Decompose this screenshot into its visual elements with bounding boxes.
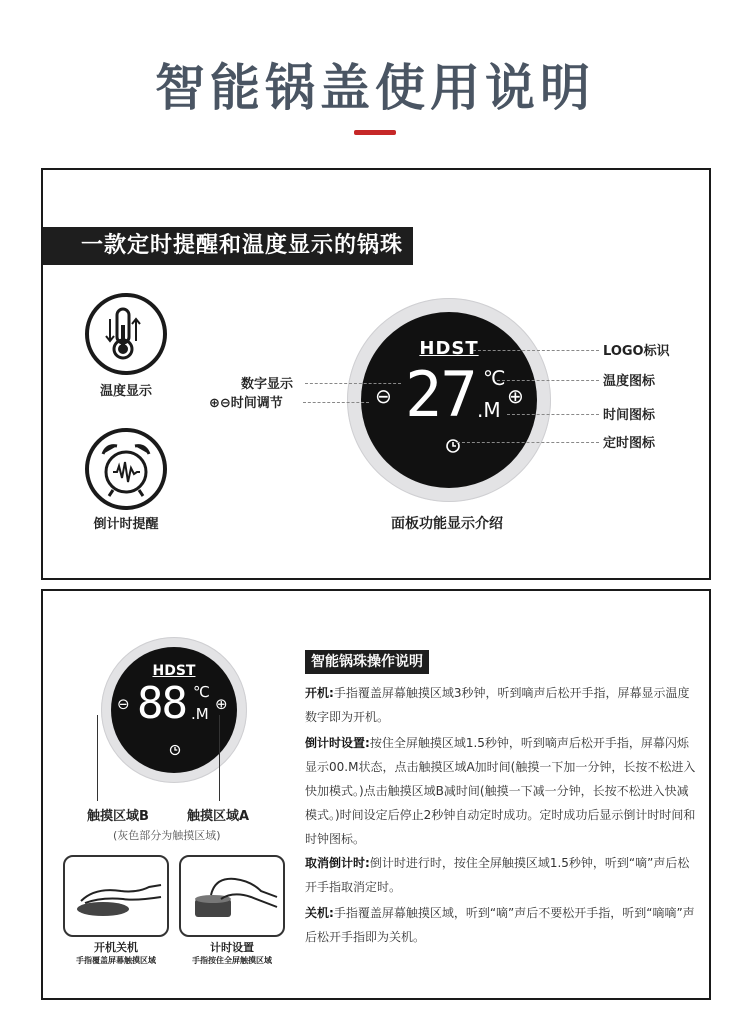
op-head: 倒计时设置: (305, 736, 370, 750)
touch-zone-a-label: 触摸区域A (187, 809, 250, 824)
op-power-off (305, 901, 697, 949)
op-body: 按住全屏触摸区域1.5秒钟，听到嘀声后松开手指，屏幕闪烁显示00.M状态，点击触摸区域A加时间(触摸一下加一分钟，长按不松进入快加模式。)点击触摸区域B减时间(触摸一下减一分钟，长按不松进入快减模式。)时间设定后停止2秒钟自动定时成功。定时成功后显示倒计时时间和时钟图标。 (305, 736, 696, 846)
op-countdown-cancel (305, 851, 697, 899)
callout-time-icon: 时间图标 (603, 408, 656, 423)
touch-zone-note: (灰色部分为触摸区域) (113, 829, 221, 842)
callout-line (303, 402, 369, 403)
op-head: 关机: (305, 906, 334, 920)
callout-line (305, 383, 401, 384)
plus-icon: ⊕ (507, 384, 524, 408)
callout-line (457, 442, 599, 443)
op-body: 手指覆盖屏幕触摸区域，听到“嘀”声后不要松开手指，听到“嘀嘀”声后松开手指即为关机。 (305, 906, 695, 944)
touch-zone-b-label: 触摸区域B (87, 809, 149, 824)
temperature-unit-icon: ℃ (483, 366, 506, 390)
callout-line (473, 350, 599, 351)
hand-caption-title: 计时设置 (210, 941, 254, 954)
feature-label-countdown: 倒计时提醒 (93, 517, 159, 532)
panel-operation-guide (41, 589, 711, 1000)
temperature-unit-icon: ℃ (193, 683, 210, 701)
op-head: 取消倒计时: (305, 856, 370, 870)
op-body: 倒计时进行时，按住全屏触摸区域1.5秒钟，听到“嘀”声后松开手指取消定时。 (305, 856, 690, 894)
hand-illustration-power (63, 855, 169, 937)
hand-caption-title: 开机关机 (94, 941, 138, 954)
hand-caption-sub: 手指按住全屏触摸区域 (192, 956, 272, 965)
minute-icon: .M (477, 398, 501, 422)
callout-digital-display: 数字显示 (241, 377, 294, 392)
thermometer-icon (85, 293, 167, 375)
plus-icon: ⊕ (215, 695, 228, 713)
minus-icon: ⊖ (117, 695, 130, 713)
lid-display-large (347, 298, 551, 502)
op-countdown-set (305, 731, 697, 851)
display-digits: 88 (137, 678, 186, 729)
op-power-on (305, 681, 697, 729)
minute-icon: .M (191, 705, 209, 723)
display-digits: 27 (405, 358, 476, 431)
timer-clock-icon (445, 438, 461, 458)
display-logo: HDST (152, 663, 196, 679)
panel-display-intro (41, 168, 711, 580)
callout-line (497, 380, 599, 381)
callout-logo: LOGO标识 (603, 344, 670, 359)
alarm-clock-icon (85, 428, 167, 510)
op-body: 手指覆盖屏幕触摸区域3秒钟，听到嘀声后松开手指，屏幕显示温度数字即为开机。 (305, 686, 690, 724)
minus-icon: ⊖ (375, 384, 392, 408)
callout-line (507, 414, 599, 415)
display-logo: HDST (419, 338, 479, 359)
callout-timer-icon: 定时图标 (603, 436, 656, 451)
feature-banner: 一款定时提醒和温度显示的锅珠 (43, 227, 413, 265)
feature-label-temperature: 温度显示 (99, 384, 152, 399)
lid-display-small (101, 637, 247, 783)
title-underline (354, 130, 396, 135)
timer-clock-icon (169, 741, 181, 760)
op-head: 开机: (305, 686, 334, 700)
panel-caption: 面板功能显示介绍 (391, 516, 503, 532)
page-title: 智能锅盖使用说明 (155, 59, 595, 117)
display-screen (361, 312, 537, 488)
operation-title: 智能锅珠操作说明 (305, 650, 429, 674)
hand-caption-sub: 手指覆盖屏幕触摸区域 (76, 956, 156, 965)
zone-b-pointer (97, 715, 98, 801)
callout-time-adjust: ⊕⊖时间调节 (209, 396, 283, 411)
callout-temp-icon: 温度图标 (603, 374, 656, 389)
zone-a-pointer (219, 715, 220, 801)
hand-illustration-timer (179, 855, 285, 937)
